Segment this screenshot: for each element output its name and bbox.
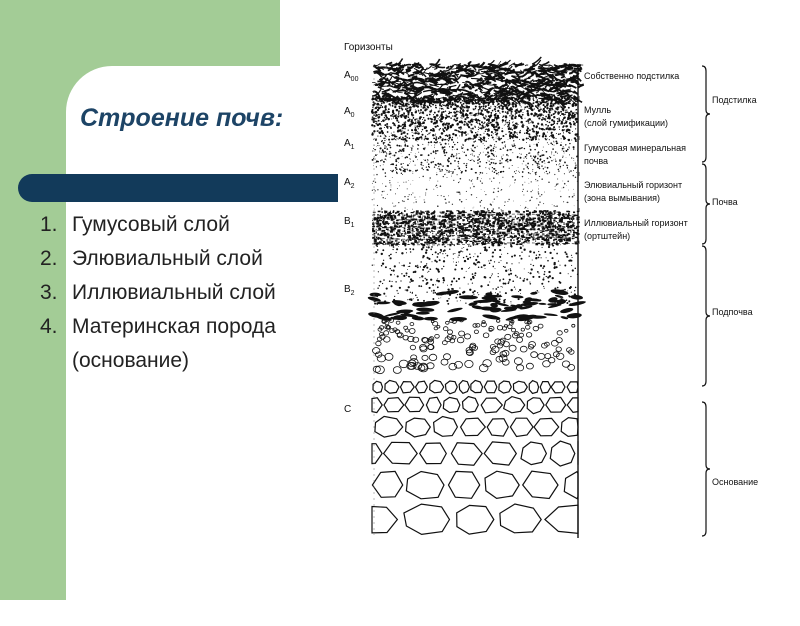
layer-label: Собственно подстилка <box>584 71 680 81</box>
layer-label: Элювиальный горизонт <box>584 180 683 190</box>
list-item-text: Материнская порода (основание) <box>72 315 276 372</box>
list-item <box>40 276 310 310</box>
horizon-code: $B_2$ <box>344 284 355 297</box>
horizons-header: Горизонты <box>344 42 393 53</box>
list-item-number: 1. <box>40 213 58 236</box>
list-item <box>40 310 310 378</box>
group-label: Подпочва <box>712 307 753 317</box>
soil-layers-list <box>40 208 310 378</box>
list-item-number: 2. <box>40 247 58 270</box>
group-label: Подстилка <box>712 95 757 105</box>
horizon-code: $A_2$ <box>344 177 355 190</box>
slide-title: Строение почв: <box>80 104 284 132</box>
group-brace <box>702 66 710 162</box>
horizon-code: $A_1$ <box>344 138 355 151</box>
layer-label: Иллювиальный горизонт <box>584 218 688 228</box>
group-brace <box>702 402 710 536</box>
layer-label: (зона вымывания) <box>584 193 660 203</box>
title-underline-bar <box>18 174 338 202</box>
group-brace <box>702 164 710 244</box>
layer-label: (слой гумификации) <box>584 118 669 128</box>
list-item <box>40 208 310 242</box>
list-item-text: Иллювиальный слой <box>72 281 276 304</box>
layer-label: Мулль <box>584 105 612 115</box>
horizon-code: $A_0$ <box>344 106 355 119</box>
soil-profile-column <box>367 57 586 538</box>
soil-profile-diagram <box>330 30 800 540</box>
layer-label: Гумусовая минеральная <box>584 143 687 153</box>
group-label: Основание <box>712 477 759 487</box>
horizon-code: $A_{00}$ <box>344 70 359 83</box>
layer-label: (ортштейн) <box>584 231 631 241</box>
list-item-number: 3. <box>40 281 58 304</box>
list-item-text: Гумусовый слой <box>72 213 230 236</box>
list-item-number: 4. <box>40 315 58 338</box>
list-item-text: Элювиальный слой <box>72 247 263 270</box>
horizon-code: $B_1$ <box>344 216 355 229</box>
list-item <box>40 242 310 276</box>
group-brace <box>702 246 710 386</box>
layer-label: почва <box>584 156 609 166</box>
group-label: Почва <box>712 197 738 207</box>
horizon-code: C <box>344 404 352 415</box>
